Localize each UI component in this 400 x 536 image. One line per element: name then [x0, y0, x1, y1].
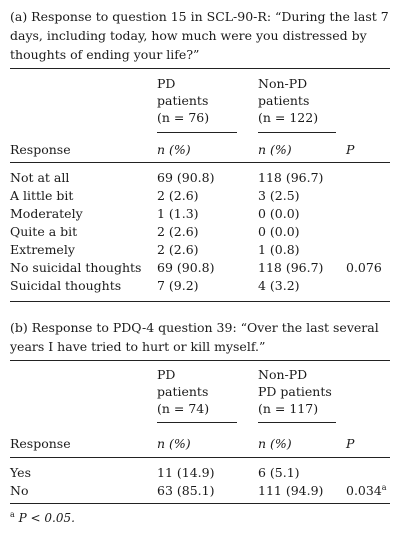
table-a-row-nonpd-value: 4 (3.2) — [258, 278, 300, 293]
table-a-row-nonpd-value: 1 (0.8) — [258, 242, 300, 257]
table-a-group1-line1: PD — [157, 76, 176, 91]
table-a-row-nonpd-value: 118 (96.7) — [258, 260, 324, 275]
footnote-marker: a — [10, 510, 15, 519]
table-a-row-pd-value: 2 (2.6) — [157, 224, 199, 239]
table-b-group2-line3: (n = 117) — [258, 401, 319, 416]
table-b-group1-line1: PD — [157, 367, 176, 382]
table-b-row-pd-value: 11 (14.9) — [157, 465, 215, 480]
table-a-header-rule — [10, 162, 390, 163]
footnote-text: P < 0.05. — [18, 511, 75, 525]
table-b-group2-line2: PD patients — [258, 384, 332, 399]
table-a-col-n-nonpd: n (%) — [258, 142, 292, 157]
footnote — [10, 510, 75, 525]
table-b-group1-underline — [157, 422, 237, 423]
table-b-top-rule — [10, 360, 390, 361]
table-b-header-rule — [10, 457, 390, 458]
table-b-group2-line1: Non-PD — [258, 367, 308, 382]
table-a-row-label: Suicidal thoughts — [10, 278, 122, 293]
table-b-row-label: No — [10, 483, 29, 498]
table-b-caption: (b) Response to PDQ-4 question 39: “Over the last several years I have tried to hurt or kill myself.” — [10, 320, 379, 354]
table-a-row-p-value: 0.076 — [346, 260, 382, 275]
table-b-row-nonpd-value: 111 (94.9) — [258, 483, 324, 498]
table-b-row-nonpd-value: 6 (5.1) — [258, 465, 300, 480]
table-a-row-nonpd-value: 3 (2.5) — [258, 188, 300, 203]
table-b-row-p-value: 0.034$^a$ — [346, 483, 387, 499]
table-b-group1-line2: patients — [157, 384, 209, 399]
table-a-row-pd-value: 2 (2.6) — [157, 188, 199, 203]
table-a-row-label: Not at all — [10, 170, 70, 185]
table-a-top-rule — [10, 68, 390, 69]
table-a-group2-underline — [258, 132, 336, 133]
table-a-row-pd-value: 1 (1.3) — [157, 206, 199, 221]
table-b-row-label: Yes — [10, 465, 31, 480]
table-a-row-pd-value: 69 (90.8) — [157, 170, 215, 185]
table-a-group1-line3: (n = 76) — [157, 110, 210, 125]
table-a-row-pd-value: 7 (9.2) — [157, 278, 199, 293]
table-a-row-nonpd-value: 0 (0.0) — [258, 224, 300, 239]
table-a-row-label: Quite a bit — [10, 224, 78, 239]
table-a-row-label: A little bit — [10, 188, 74, 203]
table-b-col-p: P — [346, 436, 355, 451]
table-a-row-pd-value: 69 (90.8) — [157, 260, 215, 275]
table-a-group2-line1: Non-PD — [258, 76, 308, 91]
table-a-row-pd-value: 2 (2.6) — [157, 242, 199, 257]
table-b-col-response: Response — [10, 436, 71, 451]
table-a-row-label: Moderately — [10, 206, 83, 221]
table-a-row-label: No suicidal thoughts — [10, 260, 142, 275]
table-a-col-response: Response — [10, 142, 71, 157]
p-value-footnote-marker: a — [381, 483, 387, 492]
table-a-bottom-rule — [10, 301, 390, 302]
table-b-col-n-nonpd: n (%) — [258, 436, 292, 451]
table-a-group1-line2: patients — [157, 93, 209, 108]
table-a-col-n-pd: n (%) — [157, 142, 191, 157]
table-a-group2-line2: patients — [258, 93, 310, 108]
table-a-row-nonpd-value: 118 (96.7) — [258, 170, 324, 185]
table-a-group1-underline — [157, 132, 237, 133]
table-b-bottom-rule — [10, 503, 390, 504]
table-b-col-n-pd: n (%) — [157, 436, 191, 451]
table-b-group2-underline — [258, 422, 336, 423]
table-a-row-label: Extremely — [10, 242, 75, 257]
table-a-col-p: P — [346, 142, 355, 157]
table-b-group1-line3: (n = 74) — [157, 401, 210, 416]
table-a-caption: (a) Response to question 15 in SCL-90-R: “During the last 7 days, including today, how much were you distressed by thoughts of ending your life?” — [10, 9, 389, 62]
table-a-group2-line3: (n = 122) — [258, 110, 319, 125]
table-b-row-pd-value: 63 (85.1) — [157, 483, 215, 498]
table-a-row-nonpd-value: 0 (0.0) — [258, 206, 300, 221]
